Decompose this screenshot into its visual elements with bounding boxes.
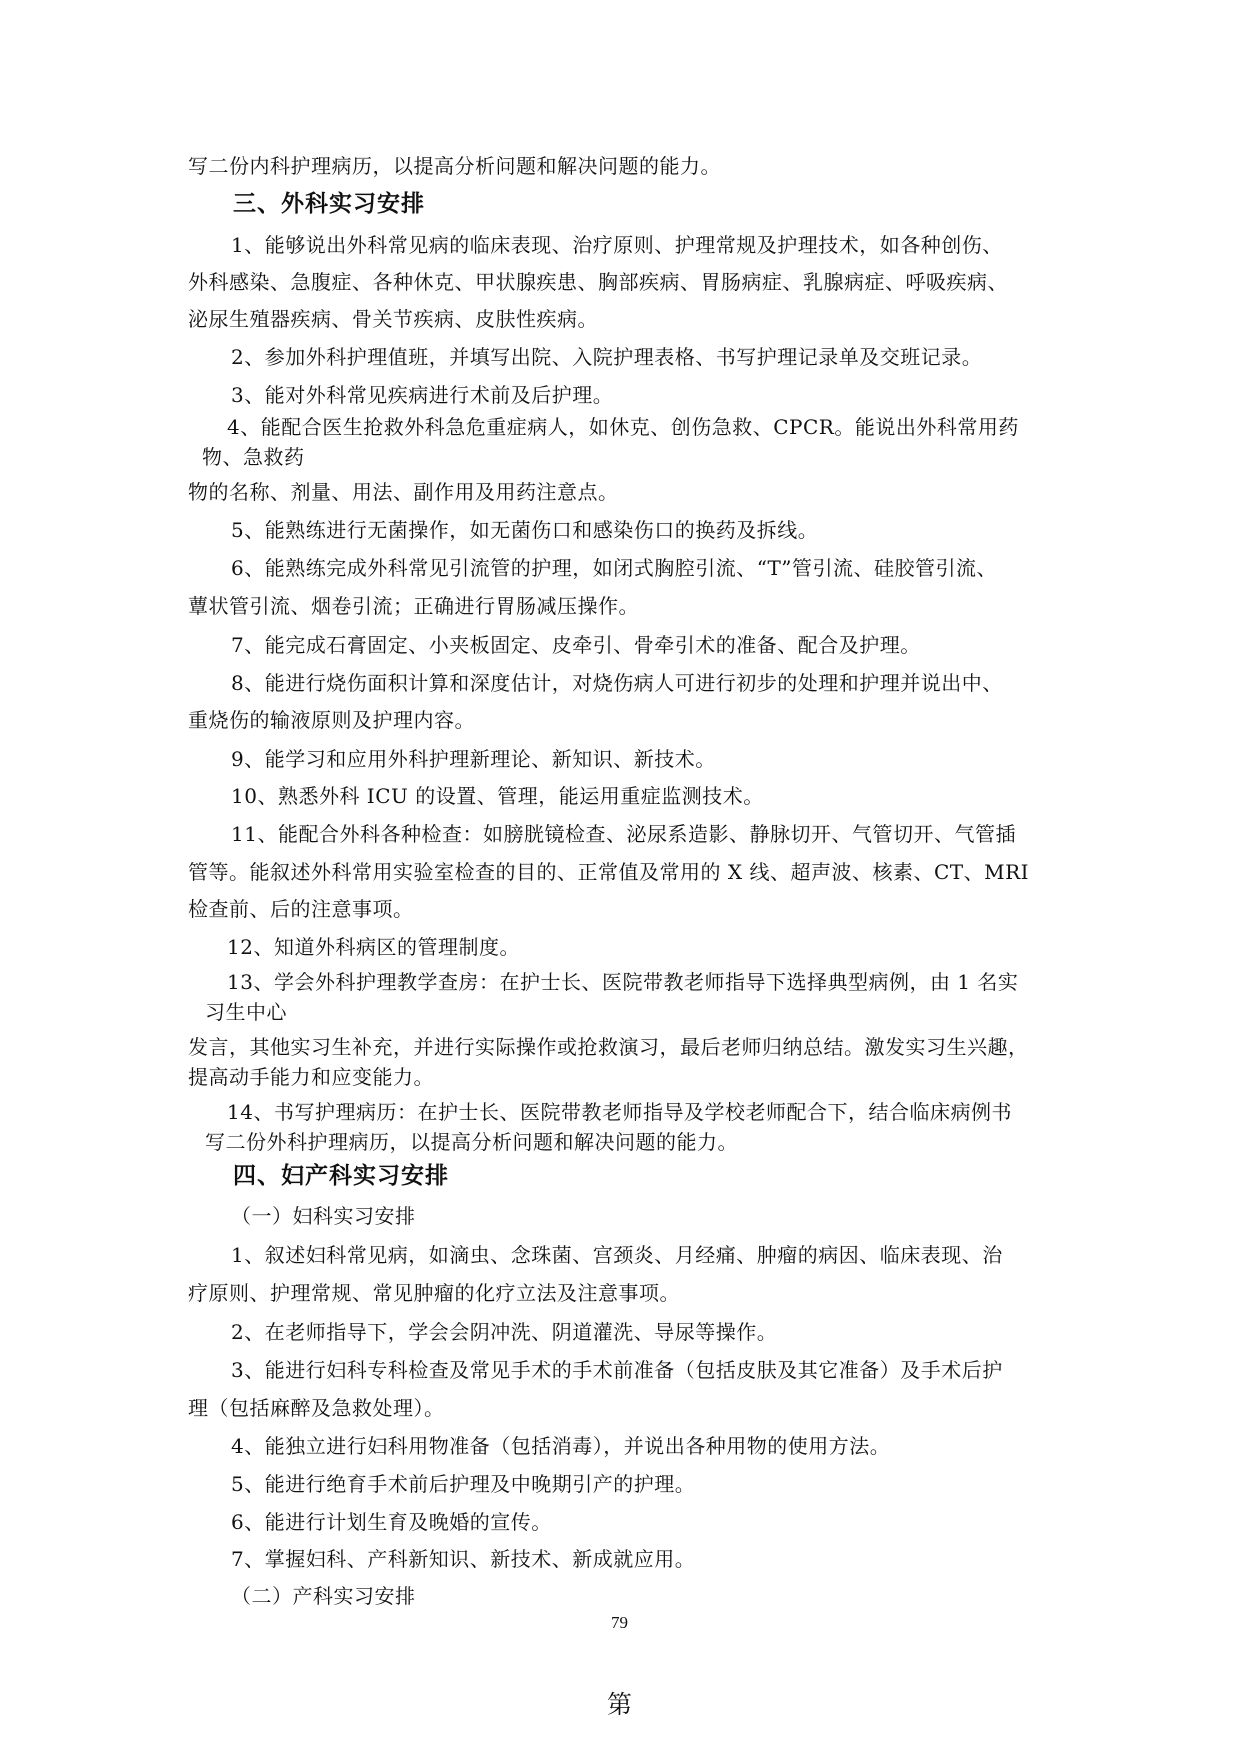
text-line: 4、能配合医生抢救外科急危重症病人，如休克、创伤急救、CPCR。能说出外科常用药 <box>227 415 1019 439</box>
text-line: 5、能熟练进行无菌操作，如无菌伤口和感染伤口的换药及拆线。 <box>231 518 819 542</box>
text-line: 疗原则、护理常规、常见肿瘤的化疗立法及注意事项。 <box>188 1281 680 1305</box>
text-line: 8、能进行烧伤面积计算和深度估计，对烧伤病人可进行初步的处理和护理并说出中、 <box>231 671 1003 695</box>
text-line: 13、学会外科护理教学查房：在护士长、医院带教老师指导下选择典型病例，由 1 名实 <box>227 970 1019 994</box>
text-line: 12、知道外科病区的管理制度。 <box>227 935 520 959</box>
subsection-heading: （二）产科实习安排 <box>231 1584 416 1608</box>
text-line: 4、能独立进行妇科用物准备（包括消毒），并说出各种用物的使用方法。 <box>231 1434 891 1458</box>
text-line: 重烧伤的输液原则及护理内容。 <box>188 708 475 732</box>
text-line: 物、急救药 <box>202 445 305 469</box>
text-line: 外科感染、急腹症、各种休克、甲状腺疾患、胸部疾病、胃肠病症、乳腺病症、呼吸疾病、 <box>188 270 1008 294</box>
text-line: 7、掌握妇科、产科新知识、新技术、新成就应用。 <box>231 1547 696 1571</box>
text-line: 11、能配合外科各种检查：如膀胱镜检查、泌尿系造影、静脉切开、气管切开、气管插 <box>231 822 1016 846</box>
text-line: 写二份外科护理病历，以提高分析问题和解决问题的能力。 <box>205 1130 738 1154</box>
text-line: 1、能够说出外科常见病的临床表现、治疗原则、护理常规及护理技术，如各种创伤、 <box>231 233 1003 257</box>
text-line: 9、能学习和应用外科护理新理论、新知识、新技术。 <box>231 747 716 771</box>
text-line: 2、在老师指导下，学会会阴冲洗、阴道灌洗、导尿等操作。 <box>231 1320 778 1344</box>
text-line: 2、参加外科护理值班，并填写出院、入院护理表格、书写护理记录单及交班记录。 <box>231 345 983 369</box>
text-line: 习生中心 <box>205 1000 287 1024</box>
text-line: 发言，其他实习生补充，并进行实际操作或抢救演习，最后老师归纳总结。激发实习生兴趣， <box>188 1035 1029 1059</box>
text-line: 14、书写护理病历：在护士长、医院带教老师指导及学校老师配合下，结合临床病例书 <box>227 1100 1012 1124</box>
section-heading: 四、妇产科实习安排 <box>233 1163 449 1189</box>
text-line: 检查前、后的注意事项。 <box>188 897 414 921</box>
text-line: 1、叙述妇科常见病，如滴虫、念珠菌、宫颈炎、月经痛、肿瘤的病因、临床表现、治 <box>231 1243 1003 1267</box>
text-line: 蕈状管引流、烟卷引流；正确进行胃肠减压操作。 <box>188 594 639 618</box>
text-line: 理（包括麻醉及急救处理）。 <box>188 1396 445 1420</box>
text-line: 10、熟悉外科 ICU 的设置、管理，能运用重症监测技术。 <box>231 784 764 808</box>
text-line: 3、能进行妇科专科检查及常见手术的手术前准备（包括皮肤及其它准备）及手术后护 <box>231 1358 1003 1382</box>
subsection-heading: （一）妇科实习安排 <box>231 1204 416 1228</box>
section-heading: 三、外科实习安排 <box>233 191 425 217</box>
text-line: 5、能进行绝育手术前后护理及中晚期引产的护理。 <box>231 1472 696 1496</box>
text-line: 提高动手能力和应变能力。 <box>188 1065 434 1089</box>
page-number: 79 <box>611 1613 628 1632</box>
text-line: 写二份内科护理病历，以提高分析问题和解决问题的能力。 <box>188 154 721 178</box>
text-line: 管等。能叙述外科常用实验室检查的目的、正常值及常用的 X 线、超声波、核素、CT、MRI <box>188 860 1030 884</box>
text-line: 物的名称、剂量、用法、副作用及用药注意点。 <box>188 480 619 504</box>
text-line: 3、能对外科常见疾病进行术前及后护理。 <box>231 383 614 407</box>
page-footer: 第 <box>606 1690 632 1719</box>
text-line: 6、能熟练完成外科常见引流管的护理，如闭式胸腔引流、“T”管引流、硅胶管引流、 <box>231 556 998 580</box>
text-line: 7、能完成石膏固定、小夹板固定、皮牵引、骨牵引术的准备、配合及护理。 <box>231 633 921 657</box>
text-line: 泌尿生殖器疾病、骨关节疾病、皮肤性疾病。 <box>188 307 598 331</box>
text-line: 6、能进行计划生育及晚婚的宣传。 <box>231 1510 552 1534</box>
